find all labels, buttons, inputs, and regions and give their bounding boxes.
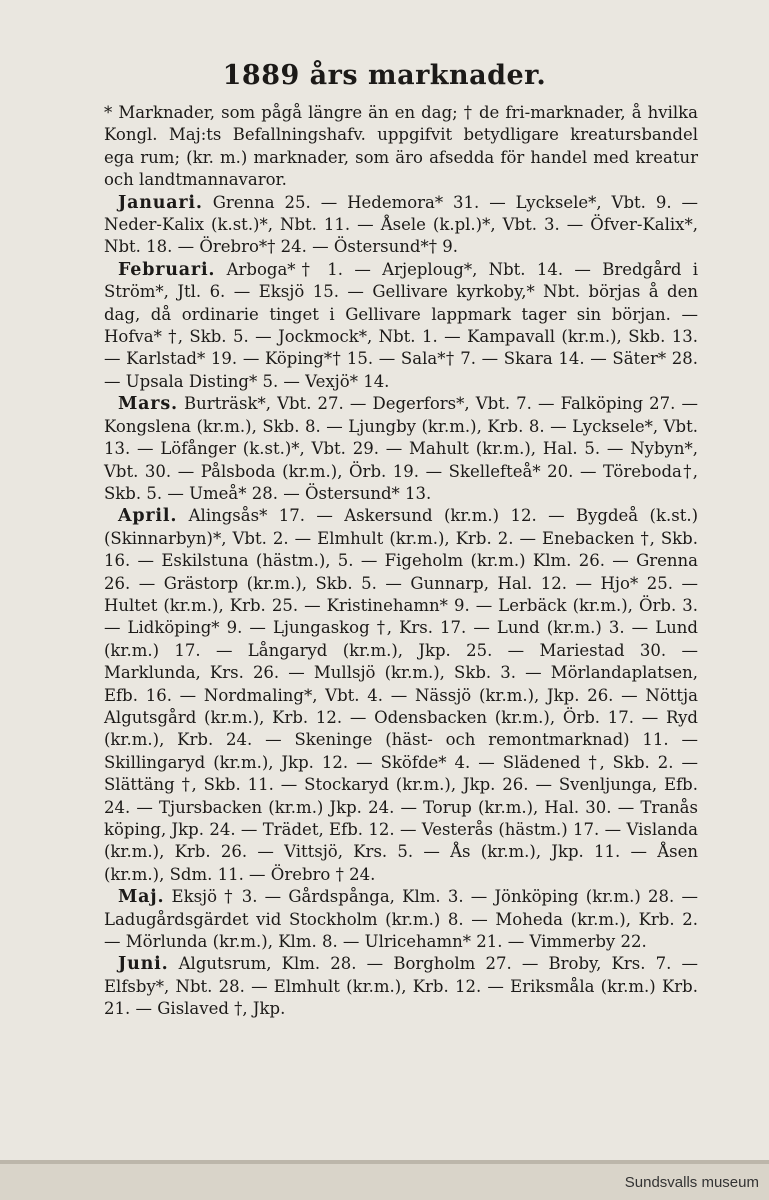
month-text: Eksjö † 3. — Gårdspånga, Klm. 3. — Jönköping (kr.m.) 28. — Ladugårdsgärdet vid Stockholm (kr.m.) 8. — Moheda (kr.m.), Krb. 2. — Mörlunda (kr.m.), Klm. 8. — Ulricehamn* 21. — Vimmerby 22.	[104, 887, 698, 952]
month-text: Alingsås* 17. — Askersund (kr.m.) 12. — Bygdeå (k.st.) (Skinnarbyn)*, Vbt. 2. — Elmhult (kr.m.), Krb. 2. — Enebacken †, Skb. 16. — Eskilstuna (hästm.), 5. — Figeholm (kr.m.) Klm. 26. — Grenna 26. — Grästorp (kr.m.), Skb. 5. — Gunnarp, Hal. 12. — Hjo* 25. — Hultet (kr.m.), Krb. 25. — Kristinehamn* 9. — Lerbäck (kr.m.), Örb. 3. — Lidköping* 9. — Ljungaskog †, Krs. 17. — Lund (kr.m.) 3. — Lund (kr.m.) 17. — Långaryd (kr.m.), Jkp. 25. — Mariestad 30. — Marklunda, Krs. 26. — Mullsjö (kr.m.), Skb. 3. — Mörlandaplatsen, Efb. 16. — Nordmaling*, Vbt. 4. — Nässjö (kr.m.), Jkp. 26. — Nöttja Algutsgård (kr.m.), Krb. 12. — Odensbacken (kr.m.), Örb. 17. — Ryd (kr.m.), Krb. 24. — Skeninge (häst- och remontmarknad) 11. — Skillingaryd (kr.m.), Jkp. 12. — Sköfde* 4. — Slädened †, Skb. 2. — Slättäng †, Skb. 11. — Stockaryd (kr.m.), Jkp. 26. — Svenljunga, Efb. 24. — Tjursbacken (kr.m.) Jkp. 24. — Torup (kr.m.), Hal. 30. — Tranås köping, Jkp. 24. — Trädet, Efb. 12. — Vesterås (hästm.) 17. — Vislanda (kr.m.), Krb. 26. — Vittsjö, Krs. 5. — Ås (kr.m.), Jkp. 11. — Åsen (kr.m.), Sdm. 11. — Örebro † 24.	[104, 506, 699, 884]
month-heading: Juni.	[118, 954, 169, 975]
month-februari	[104, 259, 698, 393]
month-heading: Maj.	[118, 887, 165, 908]
month-text: Grenna 25. — Hedemora* 31. — Lycksele*, Vbt. 9. — Neder-Kalix (k.st.)*, Nbt. 11. — Åsele (k.pl.)*, Vbt. 3. — Öfver-Kalix*, Nbt. 18. — Örebro*† 24. — Östersund*† 9.	[104, 192, 698, 257]
museum-credit: Sundsvalls museum	[624, 1174, 759, 1191]
month-text: Burträsk*, Vbt. 27. — Degerfors*, Vbt. 7. — Falköping 27. — Kongslena (kr.m.), Skb. 8. — Ljungby (kr.m.), Krb. 8. — Lycksele*, Vbt. 13. — Löfånger (k.st.)*, Vbt. 29. — Mahult (kr.m.), Hal. 5. — Nybyn*, Vbt. 30. — Pålsboda (kr.m.), Örb. 19. — Skellefteå* 20. — Töreboda†, Skb. 5. — Umeå* 28. — Östersund* 13.	[104, 394, 699, 503]
month-mars	[104, 393, 698, 505]
month-maj	[104, 886, 698, 953]
month-heading: Februari.	[118, 259, 216, 280]
footer-bar	[0, 1164, 769, 1200]
month-januari	[104, 192, 698, 259]
month-text: Algutsrum, Klm. 28. — Borgholm 27. — Broby, Krs. 7. — Elfsby*, Nbt. 28. — Elmhult (kr.m.), Krb. 12. — Eriksmåla (kr.m.) Krb. 21. — Gislaved †, Jkp.	[104, 954, 698, 1019]
document-body	[104, 102, 698, 1021]
month-heading: Mars.	[118, 394, 178, 415]
month-heading: April.	[118, 506, 178, 527]
page-title: 1889 års marknader.	[222, 60, 547, 91]
month-april	[104, 505, 698, 886]
month-text: Arboga*† 1. — Arjeploug*, Nbt. 14. — Bredgård i Ström*, Jtl. 6. — Eksjö 15. — Gellivare kyrkoby,* Nbt. börjas å den dag, då ordinarie tinget i Gellivare lappmark tager sin början. — Hofva* †, Skb. 5. — Jockmock*, Nbt. 1. — Kampavall (kr.m.), Skb. 13. — Karlstad* 19. — Köping*† 15. — Sala*† 7. — Skara 14. — Säter* 28. — Upsala Disting* 5. — Vexjö* 14.	[104, 259, 698, 391]
intro-paragraph: * Marknader, som pågå längre än en dag; † de fri-marknader, å hvilka Kongl. Maj:ts Befallningshafv. uppgifvit betydligare kreatursbandel ega rum; (kr. m.) marknader, som äro afsedda för handel med kreatur och landtmannavaror.	[104, 103, 698, 190]
month-heading: Januari.	[118, 192, 203, 213]
month-juni	[104, 953, 698, 1020]
